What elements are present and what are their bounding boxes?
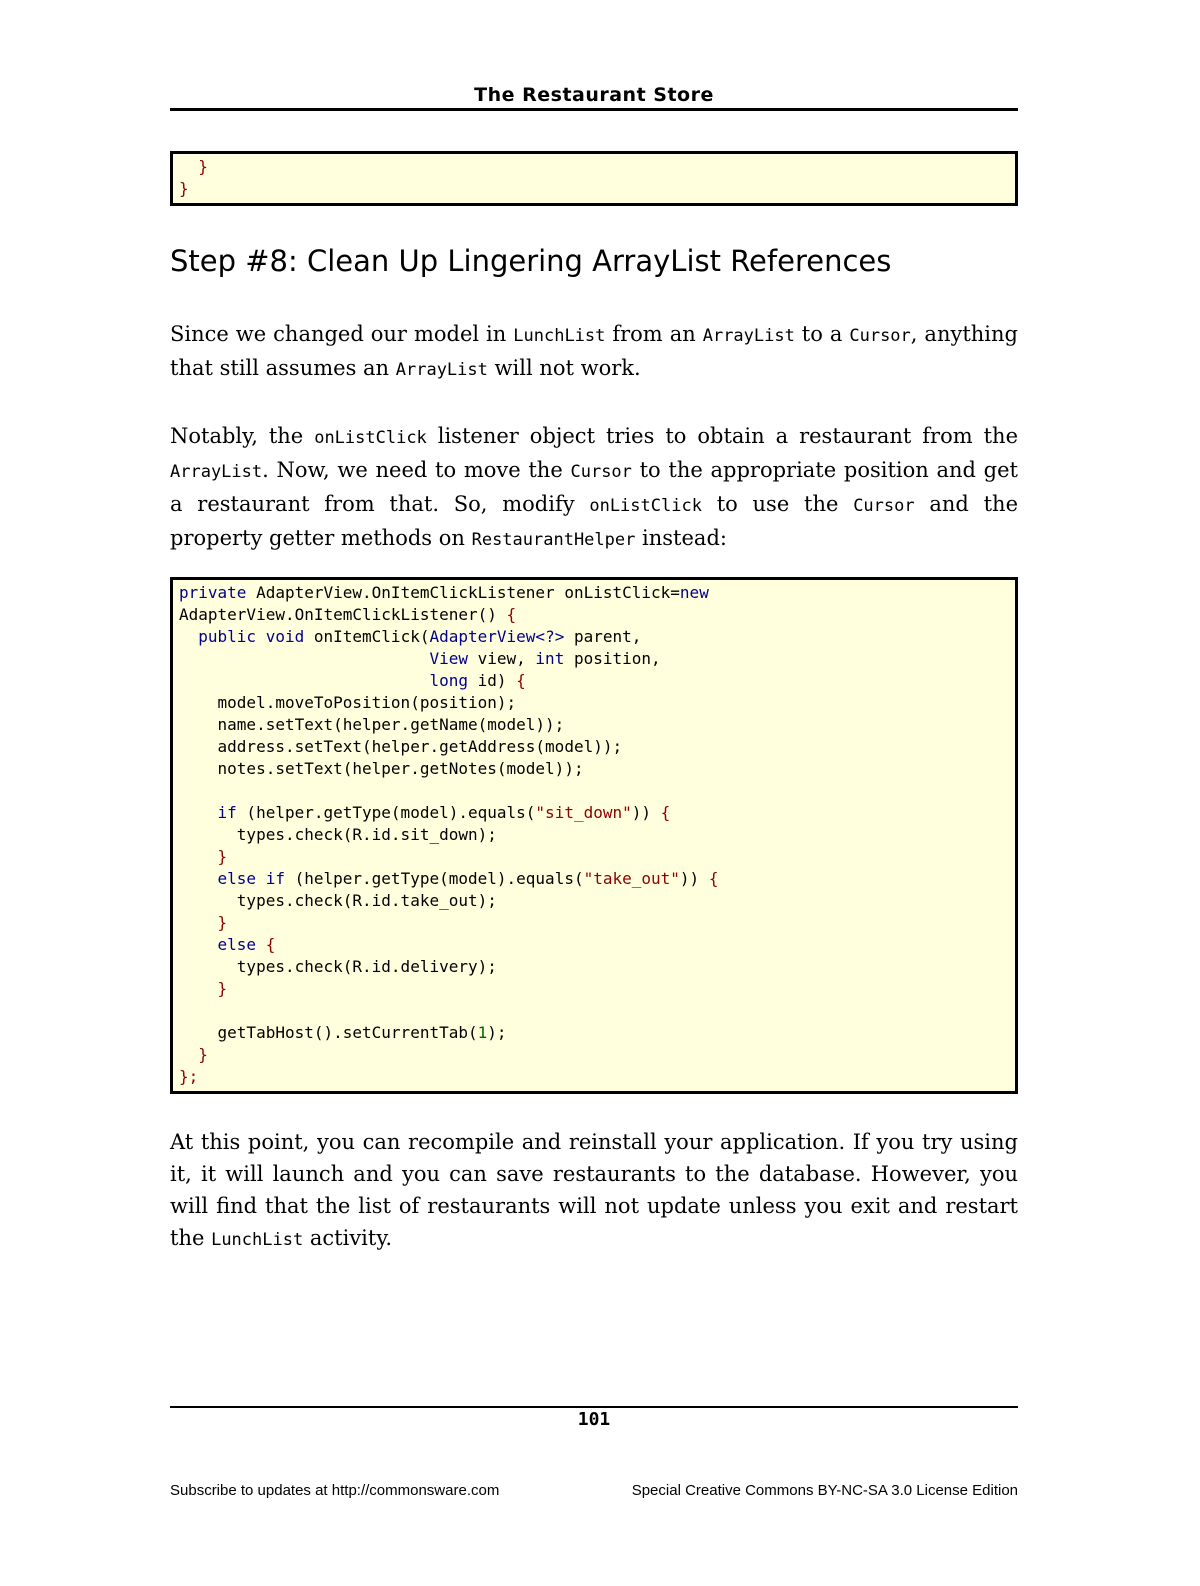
code-line: else { — [179, 935, 276, 954]
inline-code: onListClick — [314, 428, 427, 448]
code-line: model.moveToPosition(position); — [179, 693, 517, 712]
code-line: } — [179, 979, 228, 998]
code-line: private AdapterView.OnItemClickListener onListClick=new — [179, 583, 709, 602]
code-line: address.setText(helper.getAddress(model)); — [179, 737, 623, 756]
code-line-blank — [179, 1000, 1009, 1022]
code-block-onlistclick — [170, 577, 1018, 1094]
inline-code: LunchList — [211, 1230, 304, 1250]
footer-license-text: Special Creative Commons BY-NC-SA 3.0 License Edition — [631, 1482, 1018, 1499]
code-block-continuation — [170, 151, 1018, 206]
section-heading: Step #8: Clean Up Lingering ArrayList References — [170, 244, 892, 278]
code-line: if (helper.getType(model).equals("sit_down")) { — [179, 803, 671, 822]
inline-code: ArrayList — [170, 462, 263, 482]
code-line: types.check(R.id.sit_down); — [179, 825, 497, 844]
code-line: } — [179, 913, 228, 932]
code-line: } — [179, 847, 228, 866]
inline-code: Cursor — [853, 496, 915, 516]
paragraph-instructions: Notably, the onListClick listener object tries to obtain a restaurant from the ArrayList. Now, we need to move the Cursor to the appropriate position and get a restaurant from that. So, modify onListClick to use the Cursor and the property getter methods on RestaurantHelper instead: — [170, 424, 1019, 550]
code-line: types.check(R.id.take_out); — [179, 891, 497, 910]
code-line: name.setText(helper.getName(model)); — [179, 715, 565, 734]
code-line: View view, int position, — [179, 649, 661, 668]
code-line: long id) { — [179, 671, 526, 690]
code-line-blank — [179, 780, 1009, 802]
inline-code: Cursor — [570, 462, 632, 482]
header-divider — [170, 108, 1018, 111]
code-line: getTabHost().setCurrentTab(1); — [179, 1023, 507, 1042]
code-line: AdapterView.OnItemClickListener() { — [179, 605, 517, 624]
code-line: public void onItemClick(AdapterView<?> parent, — [179, 627, 642, 646]
code-line: } — [179, 157, 208, 176]
page-number: 101 — [577, 1409, 611, 1430]
code-line: } — [179, 1045, 208, 1064]
footer-subscribe-text: Subscribe to updates at http://commonsware.com — [170, 1482, 500, 1499]
inline-code: Cursor — [849, 326, 911, 346]
code-line: notes.setText(helper.getNotes(model)); — [179, 759, 584, 778]
footer-divider — [170, 1406, 1018, 1408]
paragraph-conclusion: At this point, you can recompile and reinstall your application. If you try using it, it will launch and you can save restaurants to the database. However, you will find that the list of restaurants will not update unless you exit and restart the LunchList activity. — [170, 1130, 1018, 1250]
inline-code: ArrayList — [702, 326, 795, 346]
running-header-title: The Restaurant Store — [474, 84, 714, 106]
inline-code: RestaurantHelper — [471, 530, 636, 550]
inline-code: onListClick — [589, 496, 702, 516]
inline-code: ArrayList — [395, 360, 488, 380]
inline-code: LunchList — [513, 326, 606, 346]
code-line: } — [179, 179, 189, 198]
code-line: }; — [179, 1067, 199, 1086]
code-line: types.check(R.id.delivery); — [179, 957, 497, 976]
code-line: else if (helper.getType(model).equals("take_out")) { — [179, 869, 719, 888]
paragraph-intro: Since we changed our model in LunchList from an ArrayList to a Cursor, anything that still assumes an ArrayList will not work. — [170, 322, 1018, 380]
